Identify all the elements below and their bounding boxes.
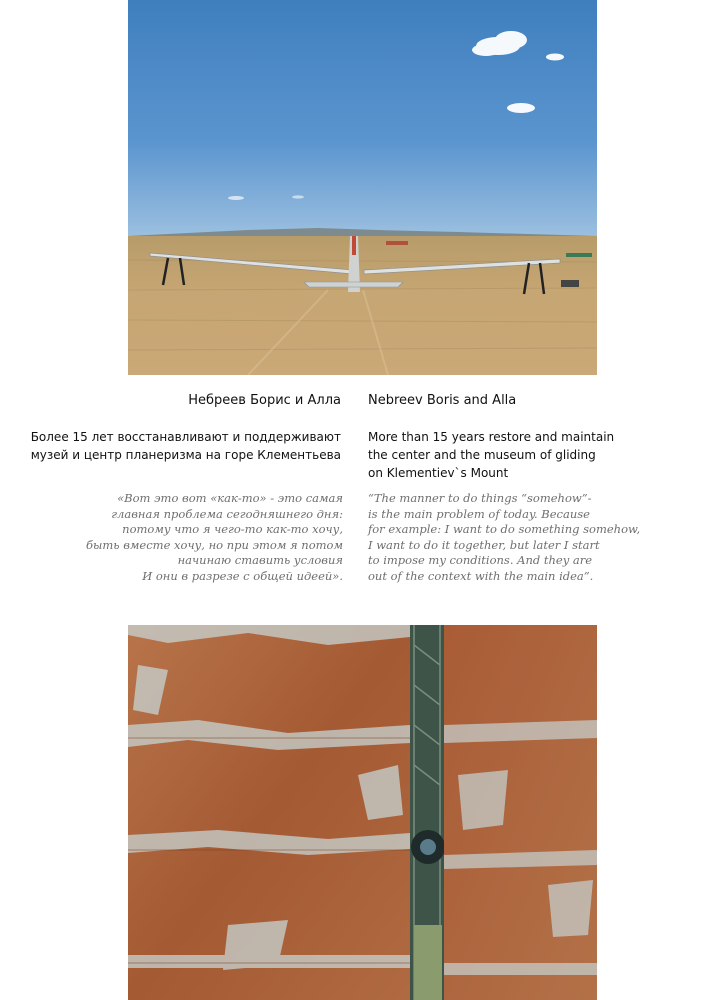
description-en-line: the center and the museum of gliding	[368, 448, 596, 462]
quote-en-line: for example: I want to do something somehow,	[368, 522, 641, 537]
quote-ru-line: главная проблема сегодняшнего дня:	[111, 506, 343, 521]
rusty-hangar-photo	[128, 625, 597, 1000]
description-ru-line: музей и центр планеризма на горе Клементьева	[30, 448, 341, 462]
description-en	[368, 428, 668, 482]
quote-en-line: I want to do it together, but later I start	[368, 537, 600, 552]
description-ru-line: Более 15 лет восстанавливают и поддерживают	[30, 430, 341, 444]
quote-ru-line: потому что я чего-то как-то хочу,	[122, 522, 343, 537]
quote-en-line: “The manner to do things “somehow”-	[368, 491, 592, 505]
glider-photo	[128, 0, 597, 375]
quote-en	[368, 491, 688, 585]
name-ru: Небреев Борис и Алла	[188, 393, 341, 408]
quote-ru-line: И они в разрезе с общей идеей».	[142, 568, 343, 583]
quote-ru-line: быть вместе хочу, но при этом я потом	[86, 537, 343, 552]
quote-en-line: to impose my conditions. And they are	[368, 553, 593, 568]
description-ru	[11, 428, 341, 464]
glider-photo-graphic	[128, 0, 597, 375]
description-en-line: More than 15 years restore and maintain	[368, 430, 615, 444]
name-en: Nebreev Boris and Alla	[368, 393, 517, 408]
quote-en-line: is the main problem of today. Because	[368, 506, 590, 521]
quote-en-line: out of the context with the main idea”.	[368, 568, 594, 583]
quote-ru-line: начинаю ставить условия	[177, 553, 343, 568]
quote-ru-line: «Вот это вот «как-то» - это самая	[117, 491, 343, 505]
quote-ru	[13, 491, 343, 585]
rusty-hangar-graphic	[128, 625, 597, 1000]
description-en-line: on Klementiev`s Mount	[368, 466, 509, 480]
